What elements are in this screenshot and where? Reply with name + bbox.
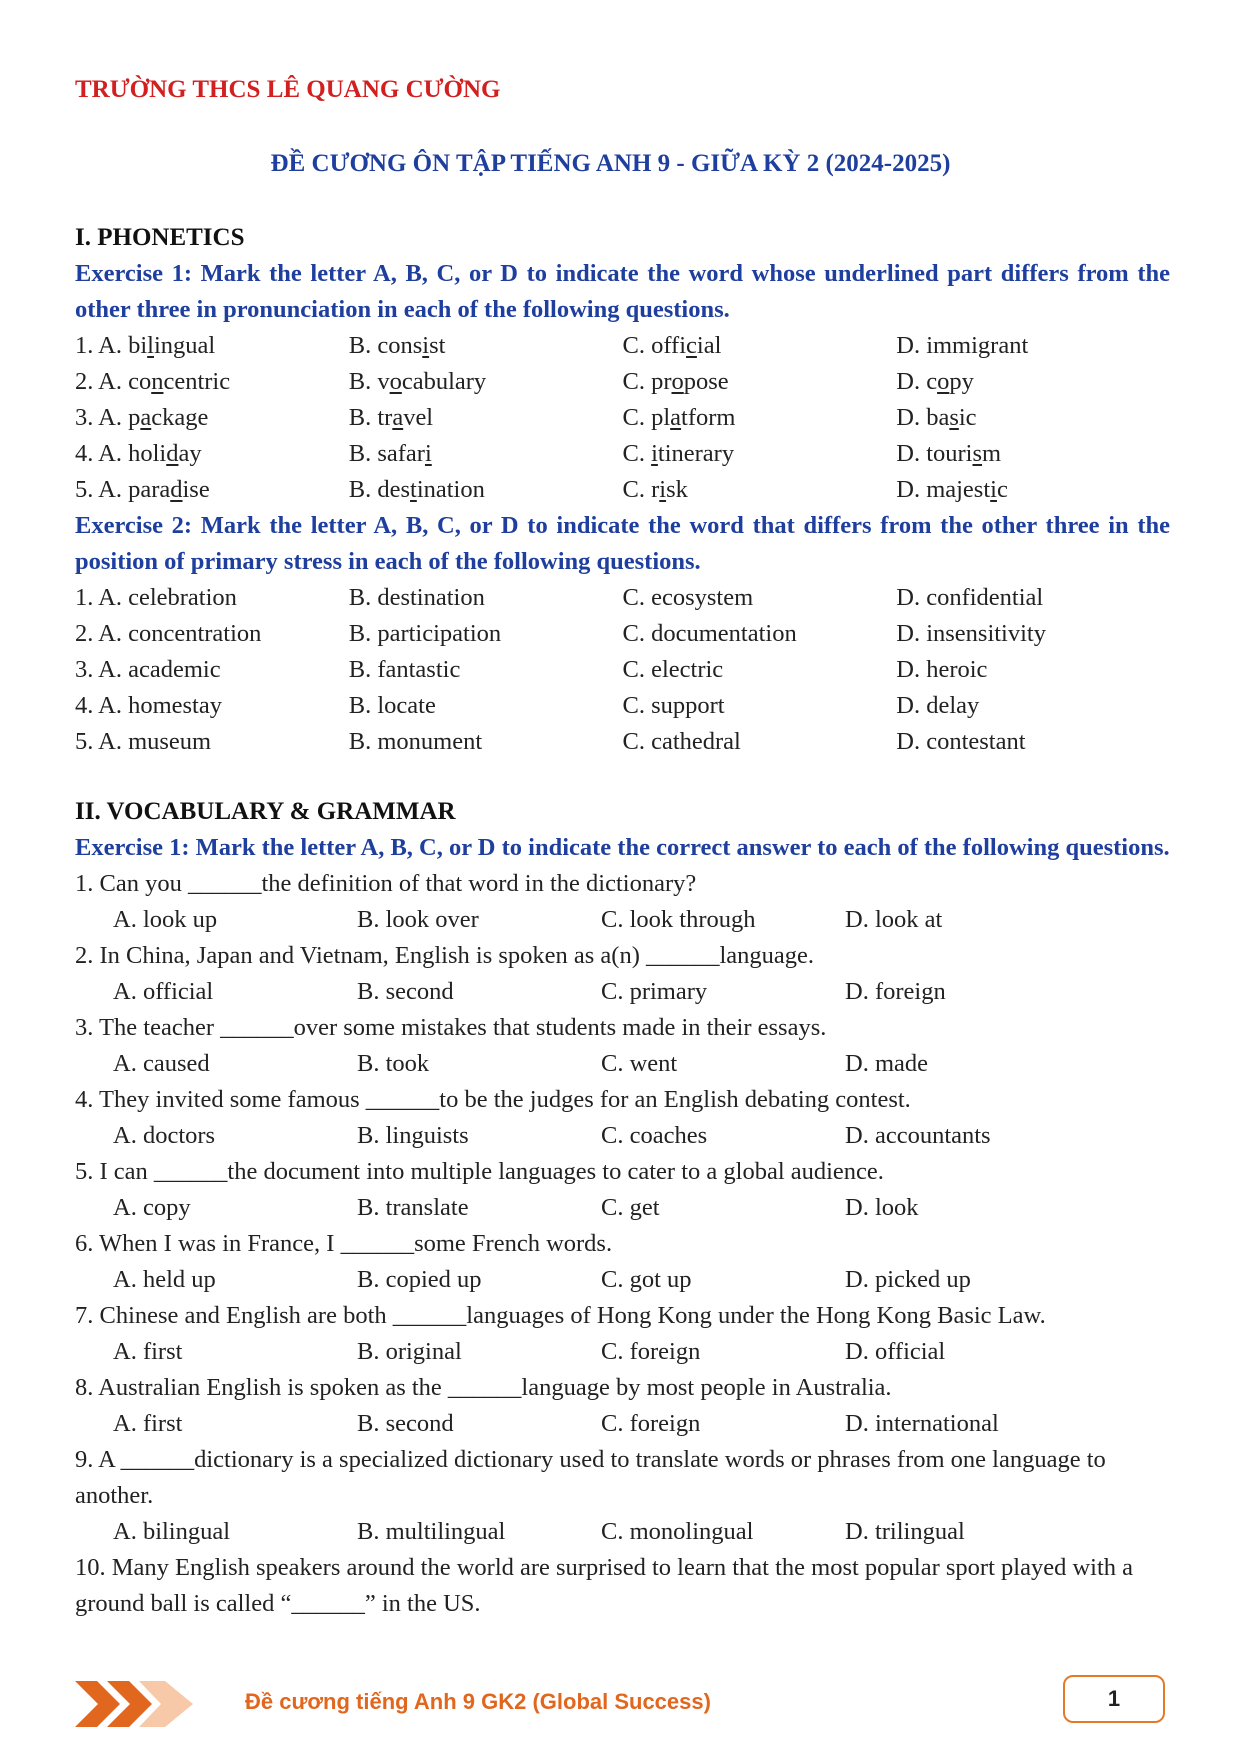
underlined-part: d: [166, 440, 179, 467]
option-text: ay: [178, 440, 202, 467]
option-text: C. offi: [622, 332, 687, 359]
exercise-instruction: Exercise 1: Mark the letter A, B, C, or D to indicate the word whose underlined part differs from the other three in pronunciation in each of the following questions.: [75, 260, 1170, 323]
question-text: 3. The teacher ______over some mistakes that students made in their essays.: [75, 1014, 827, 1041]
underlined-part: o: [937, 368, 950, 395]
chevron-arrows-icon: [75, 1679, 215, 1729]
option-text: B. tr: [348, 404, 393, 431]
answer-option: D. contestant: [896, 728, 1026, 755]
underlined-part: i: [651, 440, 658, 467]
answer-option: B. second: [357, 1410, 454, 1437]
underlined-part: s: [972, 440, 983, 467]
option-text: cabulary: [401, 368, 487, 395]
question-text: 9. A ______dictionary is a specialized dictionary used to translate words or phrases from one language to another.: [75, 1446, 1106, 1509]
answer-option: C. foreign: [601, 1338, 701, 1365]
footer-text: Đề cương tiếng Anh 9 GK2 (Global Success): [245, 1689, 711, 1714]
answer-option: C. primary: [601, 978, 708, 1005]
answer-option: D. accountants: [845, 1122, 991, 1149]
answer-option: [896, 328, 1170, 364]
answer-option: [623, 400, 897, 436]
question-text: 5. I can ______the document into multiple languages to cater to a global audience.: [75, 1158, 884, 1185]
section-heading-vocabulary: II. VOCABULARY & GRAMMAR: [75, 798, 456, 825]
answer-option: A. held up: [113, 1266, 216, 1293]
options-row: [75, 1262, 1170, 1298]
answer-option: [75, 364, 349, 400]
phonetics-ex2-list: [75, 580, 1170, 760]
answer-option: D. confidential: [896, 584, 1044, 611]
underlined-part: s: [949, 404, 959, 431]
answer-option: D. made: [845, 1050, 928, 1077]
option-text: py: [949, 368, 974, 395]
answer-option: [349, 328, 623, 364]
underlined-part: l: [147, 332, 154, 359]
answer-option: [349, 400, 623, 436]
answer-option: 2. A. concentration: [75, 620, 262, 647]
question-row: [75, 580, 1170, 616]
answer-option: C. get: [601, 1194, 660, 1221]
underlined-part: a: [392, 404, 404, 431]
underlined-part: i: [990, 476, 997, 503]
option-text: C. r: [622, 476, 660, 503]
options-row: [75, 1118, 1170, 1154]
options-row: [75, 1334, 1170, 1370]
answer-option: B. multilingual: [357, 1518, 506, 1545]
answer-option: B. monument: [348, 728, 483, 755]
answer-option: C. went: [601, 1050, 678, 1077]
question-text: 2. In China, Japan and Vietnam, English is spoken as a(n) ______language.: [75, 942, 815, 969]
answer-option: [349, 436, 623, 472]
question-row: [75, 328, 1170, 364]
answer-option: B. original: [357, 1338, 462, 1365]
option-text: 5. A. para: [75, 476, 171, 503]
option-text: 4. A. holi: [75, 440, 167, 467]
option-text: 2. A. co: [75, 368, 152, 395]
option-text: tinerary: [657, 440, 735, 467]
question-row: [75, 400, 1170, 436]
underlined-part: o: [389, 368, 402, 395]
option-text: D. c: [896, 368, 938, 395]
underlined-part: a: [670, 404, 682, 431]
document-body: [75, 220, 1170, 1622]
answer-option: 3. A. academic: [75, 656, 221, 683]
underlined-part: i: [659, 476, 667, 503]
option-text: sk: [666, 476, 688, 503]
underlined-part: a: [140, 404, 152, 431]
answer-option: C. got up: [601, 1266, 692, 1293]
question-text: 10. Many English speakers around the world are surprised to learn that the most popular sport played with a ground ball is called “______” in the US.: [75, 1554, 1134, 1617]
underlined-part: d: [170, 476, 183, 503]
answer-option: B. copied up: [357, 1266, 482, 1293]
answer-option: C. foreign: [601, 1410, 701, 1437]
answer-option: A. copy: [113, 1194, 191, 1221]
option-text: pose: [683, 368, 729, 395]
document-title: ĐỀ CƯƠNG ÔN TẬP TIẾNG ANH 9 - GIỮA KỲ 2 (2024-2025): [270, 150, 951, 177]
option-text: B. v: [348, 368, 390, 395]
question-row: [75, 436, 1170, 472]
question-row: [75, 724, 1170, 760]
answer-option: B. second: [357, 978, 454, 1005]
question-text: 1. Can you ______the definition of that word in the dictionary?: [75, 870, 697, 897]
answer-option: D. look at: [845, 906, 943, 933]
answer-option: [623, 472, 897, 508]
underlined-part: c: [686, 332, 697, 359]
option-text: ingual: [153, 332, 216, 359]
answer-option: D. insensitivity: [896, 620, 1046, 647]
answer-option: D. look: [845, 1194, 919, 1221]
answer-option: B. look over: [357, 906, 479, 933]
option-text: ination: [416, 476, 485, 503]
answer-option: A. doctors: [113, 1122, 216, 1149]
answer-option: [75, 328, 349, 364]
answer-option: 5. A. museum: [75, 728, 212, 755]
answer-option: C. coaches: [601, 1122, 708, 1149]
answer-option: C. ecosystem: [622, 584, 754, 611]
vocab-question-list: [75, 866, 1170, 1622]
answer-option: A. look up: [113, 906, 218, 933]
underlined-part: n: [151, 368, 164, 395]
answer-option: D. delay: [896, 692, 980, 719]
option-text: 3. A. p: [75, 404, 141, 431]
answer-option: [349, 364, 623, 400]
option-text: C. pl: [622, 404, 671, 431]
school-name: TRƯỜNG THCS LÊ QUANG CƯỜNG: [75, 76, 501, 103]
answer-option: [896, 436, 1170, 472]
answer-option: C. look through: [601, 906, 756, 933]
option-text: B. des: [348, 476, 410, 503]
option-text: D. touri: [896, 440, 973, 467]
answer-option: D. international: [845, 1410, 999, 1437]
answer-option: A. bilingual: [113, 1518, 231, 1545]
answer-option: B. destination: [348, 584, 485, 611]
answer-option: B. fantastic: [348, 656, 461, 683]
question-text: 6. When I was in France, I ______some French words.: [75, 1230, 613, 1257]
option-text: ial: [696, 332, 722, 359]
option-text: D. ba: [896, 404, 950, 431]
answer-option: D. foreign: [845, 978, 946, 1005]
exercise-instruction: Exercise 1: Mark the letter A, B, C, or D to indicate the correct answer to each of the following questions.: [75, 834, 1170, 861]
option-text: st: [429, 332, 446, 359]
answer-option: [75, 472, 349, 508]
options-row: [75, 1190, 1170, 1226]
answer-option: A. caused: [113, 1050, 210, 1077]
option-text: c: [996, 476, 1008, 503]
question-row: [75, 616, 1170, 652]
options-row: [75, 1406, 1170, 1442]
answer-option: C. support: [622, 692, 725, 719]
underlined-part: o: [671, 368, 684, 395]
exercise-instruction: Exercise 2: Mark the letter A, B, C, or D to indicate the word that differs from the other three in the position of primary stress in each of the following questions.: [75, 512, 1170, 575]
option-text: tform: [681, 404, 736, 431]
question-row: [75, 652, 1170, 688]
answer-option: C. electric: [622, 656, 724, 683]
answer-option: A. first: [113, 1410, 183, 1437]
underlined-part: i: [422, 332, 430, 359]
option-text: B. cons: [348, 332, 423, 359]
underlined-part: i: [424, 440, 432, 467]
answer-option: A. official: [113, 978, 214, 1005]
answer-option: D. picked up: [845, 1266, 971, 1293]
option-text: D. majest: [896, 476, 991, 503]
option-text: centric: [163, 368, 231, 395]
answer-option: B. linguists: [357, 1122, 469, 1149]
phonetics-ex1-list: [75, 328, 1170, 508]
answer-option: 1. A. celebration: [75, 584, 237, 611]
option-text: ckage: [151, 404, 209, 431]
question-text: 8. Australian English is spoken as the ______language by most people in Australia.: [75, 1374, 892, 1401]
options-row: [75, 1046, 1170, 1082]
question-row: [75, 364, 1170, 400]
section-heading-phonetics: I. PHONETICS: [75, 224, 245, 251]
answer-option: 4. A. homestay: [75, 692, 222, 719]
answer-option: [75, 436, 349, 472]
option-text: C.: [622, 440, 652, 467]
answer-option: [896, 472, 1170, 508]
answer-option: [75, 400, 349, 436]
answer-option: A. first: [113, 1338, 183, 1365]
page-number: 1: [1063, 1675, 1165, 1723]
answer-option: C. monolingual: [601, 1518, 754, 1545]
option-text: C. pr: [622, 368, 672, 395]
answer-option: [623, 436, 897, 472]
answer-option: [349, 472, 623, 508]
option-text: ise: [182, 476, 210, 503]
answer-option: [896, 364, 1170, 400]
answer-option: [896, 400, 1170, 436]
underlined-part: g: [977, 332, 991, 359]
options-row: [75, 1514, 1170, 1550]
answer-option: B. participation: [348, 620, 502, 647]
underlined-part: t: [410, 476, 417, 503]
question-text: 4. They invited some famous ______to be the judges for an English debating contest.: [75, 1086, 911, 1113]
page-footer: [0, 1675, 1241, 1735]
options-row: [75, 902, 1170, 938]
option-text: D. immi: [896, 332, 978, 359]
answer-option: [623, 328, 897, 364]
options-row: [75, 974, 1170, 1010]
option-text: 1. A. bi: [75, 332, 148, 359]
option-text: m: [982, 440, 1002, 467]
option-text: B. safar: [348, 440, 425, 467]
answer-option: B. locate: [348, 692, 436, 719]
question-row: [75, 688, 1170, 724]
answer-option: B. took: [357, 1050, 430, 1077]
option-text: vel: [403, 404, 434, 431]
answer-option: C. documentation: [622, 620, 797, 647]
question-row: [75, 472, 1170, 508]
answer-option: D. official: [845, 1338, 946, 1365]
option-text: rant: [990, 332, 1029, 359]
answer-option: D. trilingual: [845, 1518, 965, 1545]
answer-option: C. cathedral: [622, 728, 741, 755]
question-text: 7. Chinese and English are both ______languages of Hong Kong under the Hong Kong Basic Law.: [75, 1302, 1046, 1329]
answer-option: [623, 364, 897, 400]
answer-option: D. heroic: [896, 656, 988, 683]
answer-option: B. translate: [357, 1194, 469, 1221]
option-text: ic: [958, 404, 977, 431]
